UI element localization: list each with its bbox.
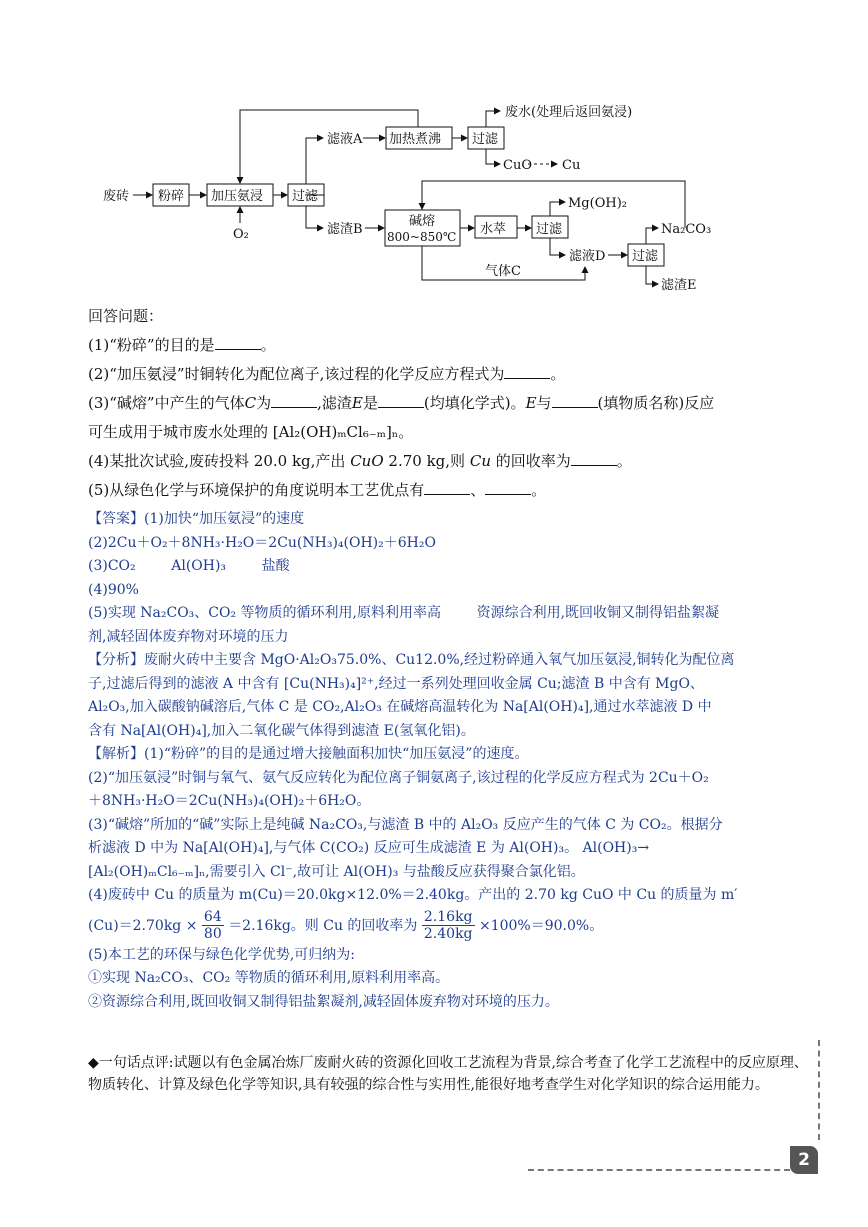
explain-line-5: 析滤液 D 中为 Na[Al(OH)₄],与气体 C(CO₂) 反应可生成滤渣 E 为 Al(OH)₃。 Al(OH)₃→ xyxy=(88,840,650,856)
comment xyxy=(88,1052,818,1096)
box-crush: 粉碎 xyxy=(158,189,185,204)
q3-text-c: ,滤渣 xyxy=(317,394,352,412)
answer-line-2: (2)2Cu＋O₂＋8NH₃·H₂O＝2Cu(NH₃)₄(OH)₂＋6H₂O xyxy=(88,534,436,551)
explain-line-1: 【解析】(1)“粉碎”的目的是通过增大接触面积加快“加压氨浸”的速度。 xyxy=(88,746,529,762)
answer-blank xyxy=(571,451,617,466)
q2-end: 。 xyxy=(550,365,566,383)
explain-line-2: (2)“加压氨浸”时铜与氧气、氨气反应转化为配位离子铜氨离子,该过程的化学反应方程式为 2Cu＋O₂ xyxy=(88,769,709,786)
answer-blank xyxy=(271,393,317,408)
question-3-line-2: 可生成用于城市废水处理的 [Al₂(OH)ₘCl₆₋ₘ]ₙ。 xyxy=(88,423,414,441)
e8-text-a: (Cu)＝2.70kg × xyxy=(88,917,198,934)
q3-text-f: 与 xyxy=(536,394,552,412)
explain-line-3: ＋8NH₃·H₂O＝2Cu(NH₃)₄(OH)₂＋6H₂O。 xyxy=(88,793,371,809)
label-mgoh2: Mg(OH)₂ xyxy=(568,196,627,211)
questions-intro: 回答问题： xyxy=(88,307,164,325)
label-cuo: CuO xyxy=(503,158,532,173)
dashed-border-horizontal xyxy=(528,1169,790,1171)
question-5 xyxy=(88,476,828,505)
label-o2: O₂ xyxy=(233,227,249,242)
box-alkali-melt: 碱熔 xyxy=(409,214,436,229)
explain-line-11: ②资源综合利用,既回收铜又制得铝盐絮凝剂,减轻固体废弃物对环境的压力。 xyxy=(88,993,559,1010)
answer-blank xyxy=(504,364,550,379)
box-filter-2: 过滤 xyxy=(472,132,499,147)
analysis-line-2: 子,过滤后得到的滤液 A 中含有 [Cu(NH₃)₄]²⁺,经过一系列处理回收金属 Cu;滤渣 B 中含有 MgO、 xyxy=(88,675,704,692)
box-alkali-melt-temp: 800~850℃ xyxy=(387,230,457,244)
fraction-recovery xyxy=(422,909,475,942)
answer-line-6: 剂,减轻固体废弃物对环境的压力 xyxy=(88,628,289,645)
var-cuo: CuO xyxy=(350,452,384,470)
label-residue-b: 滤渣B xyxy=(327,222,363,237)
answer-blank xyxy=(485,480,531,495)
q1-text: (1)“粉碎”的目的是 xyxy=(88,336,215,354)
q4-text-b: 2.70 kg,则 xyxy=(388,452,466,470)
q5-end: 。 xyxy=(531,481,547,499)
question-3 xyxy=(88,389,828,418)
box-pressure-ammonia: 加压氨浸 xyxy=(211,189,264,204)
box-filter-4: 过滤 xyxy=(632,249,659,264)
q5-sep: 、 xyxy=(470,481,486,499)
box-heat-boil: 加热煮沸 xyxy=(389,132,442,147)
explain-line-10: ①实现 Na₂CO₃、CO₂ 等物质的循环利用,原料利用率高。 xyxy=(88,970,450,986)
label-na2co3: Na₂CO₃ xyxy=(661,222,712,237)
explain-line-8 xyxy=(88,908,818,944)
box-water-leach: 水萃 xyxy=(480,222,507,237)
explain-line-4: (3)“碱熔”所加的“碱”实际上是纯碱 Na₂CO₃,与滤渣 B 中的 Al₂O₃ 反应产生的气体 C 为 CO₂。根据分 xyxy=(88,816,723,833)
label-filtrate-d: 滤液D xyxy=(569,249,606,264)
process-flow-diagram xyxy=(95,95,735,300)
label-filtrate-a: 滤液A xyxy=(327,132,363,147)
label-waste-brick: 废砖 xyxy=(103,189,130,204)
answer-line-5: (5)实现 Na₂CO₃、CO₂ 等物质的循环利用,原料利用率高 资源综合利用,既回收铜又制得铝盐絮凝 xyxy=(88,605,720,621)
fraction-denominator-2: 2.40kg xyxy=(423,926,473,942)
answer-blank xyxy=(378,393,424,408)
e8-text-c: ×100%＝90.0%。 xyxy=(478,917,604,934)
q3-text-e: (均填化学式)。 xyxy=(423,394,526,412)
q4-end: 。 xyxy=(616,452,632,470)
q3-text-b: 为 xyxy=(256,394,272,412)
box-filter-1: 过滤 xyxy=(292,189,319,204)
fraction-numerator: 64 xyxy=(203,909,222,925)
analysis-line-4: 含有 Na[Al(OH)₄],加入二氧化碳气体得到滤渣 E(氢氧化铝)。 xyxy=(88,722,475,739)
answer-blank xyxy=(424,480,470,495)
answer-blank xyxy=(215,335,261,350)
question-1 xyxy=(88,331,828,360)
fraction-numerator-2: 2.16kg xyxy=(423,909,473,925)
question-2 xyxy=(88,360,828,389)
q4-text-a: (4)某批次试验,废砖投料 20.0 kg,产出 xyxy=(88,452,346,470)
var-cu: Cu xyxy=(469,452,491,470)
dashed-border-vertical xyxy=(818,1040,820,1140)
q4-text-c: 的回收率为 xyxy=(495,452,571,470)
box-filter-3: 过滤 xyxy=(536,222,563,237)
answer-line-4: (4)90% xyxy=(88,581,139,598)
q1-end: 。 xyxy=(260,336,276,354)
explain-line-6: [Al₂(OH)ₘCl₆₋ₘ]ₙ,需要引入 Cl⁻,故可让 Al(OH)₃ 与盐酸反应获得聚合氯化铝。 xyxy=(88,863,585,880)
q5-text: (5)从绿色化学与环境保护的角度说明本工艺优点有 xyxy=(88,481,425,499)
analysis-line-1: 【分析】废耐火砖中主要含 MgO·Al₂O₃75.0%、Cu12.0%,经过粉碎通入氧气加压氨浸,铜转化为配位离 xyxy=(88,652,735,668)
label-wastewater: 废水(处理后返回氨浸) xyxy=(505,105,633,120)
label-gas-c: 气体C xyxy=(485,264,521,279)
var-c: C xyxy=(244,394,257,412)
fraction-denominator: 80 xyxy=(203,926,222,942)
label-residue-e: 滤渣E xyxy=(661,278,697,293)
explain-line-9: (5)本工艺的环保与绿色化学优势,可归纳为: xyxy=(88,946,355,963)
answer-line-1: 【答案】(1)加快“加压氨浸”的速度 xyxy=(88,511,305,527)
comment-text: ◆一句话点评:试题以有色金属冶炼厂废耐火砖的资源化回收工艺流程为背景,综合考查了化学工艺流程中的反应原理、物质转化、计算及绿色化学等知识,具有较强的综合性与实用性,能很好地考查学生对化学知识的综合运用能力。 xyxy=(88,1055,808,1093)
fraction-64-80 xyxy=(202,909,224,942)
q3-text-d: 是 xyxy=(362,394,378,412)
question-4 xyxy=(88,447,828,476)
explain-line-7: (4)废砖中 Cu 的质量为 m(Cu)＝20.0kg×12.0%＝2.40kg。产出的 2.70 kg CuO 中 Cu 的质量为 m′ xyxy=(88,887,738,903)
analysis-line-3: Al₂O₃,加入碳酸钠碱溶后,气体 C 是 CO₂,Al₂O₃ 在碱熔高温转化为 Na[Al(OH)₄],通过水萃滤液 D 中 xyxy=(88,699,712,715)
var-e: E xyxy=(351,394,363,412)
q3-text-g: (填物质名称)反应 xyxy=(597,394,715,412)
label-cu: Cu xyxy=(562,158,581,173)
page-number: 2 xyxy=(790,1146,818,1174)
answer-blank xyxy=(552,393,598,408)
answer-section xyxy=(88,508,818,1014)
q2-text: (2)“加压氨浸”时铜转化为配位离子,该过程的化学反应方程式为 xyxy=(88,365,505,383)
q3-text-a: (3)“碱熔”中产生的气体 xyxy=(88,394,245,412)
answer-line-3: (3)CO₂ Al(OH)₃ 盐酸 xyxy=(88,558,290,574)
questions xyxy=(88,302,828,505)
var-e-2: E xyxy=(525,394,537,412)
e8-text-b: ＝2.16kg。则 Cu 的回收率为 xyxy=(228,917,418,934)
